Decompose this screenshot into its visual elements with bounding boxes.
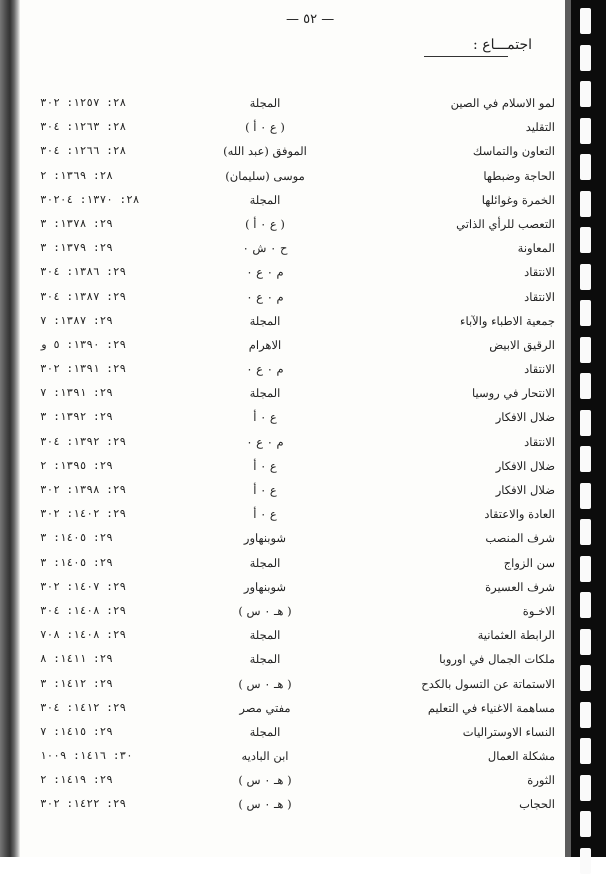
index-row	[40, 286, 555, 310]
source-cell: مفتي مصر	[239, 700, 291, 715]
source-cell: ( ع ٠ أ )	[245, 216, 285, 231]
source-cell: ( هـ ٠ س )	[238, 773, 292, 788]
topic-cell: الانتقاد	[524, 434, 555, 449]
reference-cell: ٢٩: ١٤١٥: ٧	[40, 724, 113, 738]
reference-cell: ٢٩: ١٣٩١: ٧	[40, 386, 113, 400]
film-perforation-strip	[565, 0, 606, 857]
topic-cell: التعصب للرأي الذاتي	[456, 216, 555, 231]
topic-cell: الانتقاد	[524, 265, 555, 280]
reference-cell: ٢٩: ١٤١١: ٨	[40, 652, 113, 666]
topic-cell: التقليد	[525, 120, 555, 135]
index-row	[40, 140, 555, 164]
topic-cell: مساهمة الاغنياء في التعليم	[427, 700, 555, 715]
topic-cell: المعاونة	[517, 241, 555, 256]
source-cell: ع ٠ أ	[253, 410, 277, 425]
reference-cell: ٣٠: ١٤١٦: ١٠٠٩	[40, 749, 133, 763]
perforation-hole	[580, 373, 591, 399]
topic-cell: شرف العسيرة	[485, 579, 555, 594]
perforation-hole	[580, 519, 591, 545]
topic-cell: الثورة	[527, 773, 555, 788]
index-row	[40, 479, 555, 503]
index-list	[40, 92, 555, 818]
perforation-hole	[580, 118, 591, 144]
source-cell: ( هـ ٠ س )	[238, 676, 292, 691]
section-heading: اجتمـــاع :	[473, 37, 532, 53]
topic-cell: ضلال الافكار	[495, 410, 555, 425]
topic-cell: الحاجة وضبطها	[483, 168, 555, 183]
source-cell: المجلة	[249, 386, 281, 401]
source-cell: ( هـ ٠ س )	[238, 603, 292, 618]
reference-cell: ٢٩: ١٣٩١: ٣٠٢	[40, 362, 127, 376]
perforation-hole	[580, 191, 591, 217]
page-number: — ٥٢ —	[286, 12, 335, 27]
source-cell: المجلة	[249, 192, 281, 207]
perforation-hole	[580, 592, 591, 618]
index-row	[40, 624, 555, 648]
index-row	[40, 721, 555, 745]
reference-cell: ٢٩: ١٣٩٢: ٣	[40, 410, 113, 424]
topic-cell: الانتقاد	[524, 362, 555, 377]
reference-cell: ٢٩: ١٣٩٠: ٥ و	[40, 337, 127, 351]
topic-cell: جمعية الاطباء والآباء	[460, 313, 555, 328]
index-row	[40, 213, 555, 237]
index-row	[40, 455, 555, 479]
perforation-hole	[580, 45, 591, 71]
perforation-hole	[580, 81, 591, 107]
source-cell: المجلة	[249, 313, 281, 328]
reference-cell: ٢٩: ١٣٧٩: ٣	[40, 241, 113, 255]
reference-cell: ٢٩: ١٤٠٨: ٣٠٤	[40, 603, 127, 617]
topic-cell: التعاون والتماسك	[472, 144, 555, 159]
perforation-hole	[580, 775, 591, 801]
perforation-hole	[580, 300, 591, 326]
topic-cell: ضلال الافكار	[495, 458, 555, 473]
index-row	[40, 189, 555, 213]
index-row	[40, 406, 555, 430]
source-cell: م ٠ ع ٠	[246, 362, 284, 377]
reference-cell: ٢٩: ١٣٩٨: ٣٠٢	[40, 483, 127, 496]
topic-cell: ملكات الجمال في اوروبا	[439, 652, 555, 667]
source-cell: ع ٠ أ	[253, 483, 277, 497]
topic-cell: الرقيق الابيض	[489, 337, 555, 352]
perforation-hole	[580, 738, 591, 764]
perforation-hole	[580, 264, 591, 290]
perforation-hole	[580, 483, 591, 509]
reference-cell: ٢٩: ١٤١٩: ٢	[40, 773, 113, 787]
perforation-hole	[580, 848, 591, 874]
index-row	[40, 793, 555, 817]
reference-cell: ٢٩: ١٣٨٦: ٣٠٤	[40, 265, 127, 279]
source-cell: المجلة	[249, 555, 281, 570]
perforation-hole	[580, 702, 591, 728]
reference-cell: ٢٩: ١٣٨٧: ٣٠٤	[40, 289, 127, 303]
index-row	[40, 116, 555, 140]
perforation-hole	[580, 227, 591, 253]
perforation-hole	[580, 337, 591, 363]
index-row	[40, 334, 555, 358]
index-row	[40, 745, 555, 769]
topic-cell: الرابطة العثمانية	[477, 628, 555, 643]
index-row	[40, 165, 555, 189]
perforation-hole	[580, 154, 591, 180]
source-cell: ع ٠ أ	[253, 507, 277, 522]
source-cell: م ٠ ع ٠	[246, 434, 284, 449]
index-row	[40, 503, 555, 527]
index-row	[40, 673, 555, 697]
topic-cell: الانتقاد	[524, 289, 555, 304]
topic-cell: شرف المنصب	[485, 531, 555, 546]
index-row	[40, 552, 555, 576]
reference-cell: ٢٩: ١٤٠٧: ٣٠٢	[40, 579, 127, 593]
index-row	[40, 697, 555, 721]
index-row	[40, 600, 555, 624]
index-row	[40, 648, 555, 672]
perforation-hole	[580, 446, 591, 472]
reference-cell: ٢٩: ١٤١٢: ٣	[40, 676, 113, 690]
topic-cell: مشكلة العمال	[487, 749, 555, 764]
source-cell: الاهرام	[248, 337, 282, 352]
reference-cell: ٢٩: ١٣٩٥: ٢	[40, 458, 113, 472]
reference-cell: ٢٩: ١٣٨٧: ٧	[40, 313, 113, 327]
topic-cell: ضلال الافكار	[495, 483, 555, 497]
source-cell: م ٠ ع ٠	[246, 265, 284, 280]
topic-cell: الانتحار في روسيا	[471, 386, 555, 401]
reference-cell: ٢٨: ١٢٦٦: ٣٠٤	[40, 144, 127, 158]
source-cell: المجلة	[249, 96, 281, 110]
source-cell: ع ٠ أ	[253, 458, 277, 473]
source-cell: شوبنهاور	[243, 579, 287, 594]
source-cell: ( هـ ٠ س )	[238, 797, 292, 812]
index-row	[40, 576, 555, 600]
source-cell: ( ع ٠ أ )	[245, 120, 285, 135]
reference-cell: ٢٩: ١٤٠٥: ٣	[40, 531, 113, 545]
index-row	[40, 769, 555, 793]
topic-cell: سن الزواج	[503, 555, 555, 570]
source-cell: ابن الباديه	[241, 749, 289, 764]
topic-cell: لمو الاسلام في الصين	[450, 96, 555, 110]
index-row	[40, 431, 555, 455]
source-cell: الموفق (عبد الله)	[223, 144, 307, 159]
perforation-hole	[580, 665, 591, 691]
topic-cell: الحجاب	[519, 797, 555, 812]
topic-cell: الاستماتة عن التسول بالكدح	[421, 676, 555, 691]
index-row	[40, 382, 555, 406]
reference-cell: ٢٩: ١٤٠٥: ٣	[40, 555, 113, 569]
source-cell: شوبنهاور	[243, 531, 287, 546]
reference-cell: ٢٨: ١٢٥٧: ٣٠٢	[40, 96, 127, 109]
topic-cell: النساء الاوستراليات	[462, 724, 555, 739]
reference-cell: ٢٨: ١٢٦٣: ٣٠٤	[40, 120, 127, 134]
perforation-hole	[580, 410, 591, 436]
topic-cell: الاخـوة	[522, 603, 555, 618]
reference-cell: ٢٩: ١٤٢٢: ٣٠٢	[40, 797, 127, 811]
heading-underline	[424, 56, 508, 57]
perforation-hole	[580, 629, 591, 655]
index-row	[40, 310, 555, 334]
perforation-hole	[580, 811, 591, 837]
source-cell: المجلة	[249, 652, 281, 667]
source-cell: المجلة	[249, 628, 281, 643]
reference-cell: ٢٩: ١٤١٢: ٣٠٤	[40, 700, 127, 714]
source-cell: المجلة	[249, 724, 281, 739]
index-row	[40, 261, 555, 285]
topic-cell: العادة والاعتقاد	[484, 507, 555, 522]
perforation-hole	[580, 8, 591, 34]
source-cell: م ٠ ع ٠	[246, 289, 284, 304]
index-row	[40, 527, 555, 551]
index-row	[40, 358, 555, 382]
reference-cell: ٢٨: ١٣٦٩: ٢	[40, 168, 113, 182]
topic-cell: الخمرة وغوائلها	[481, 192, 555, 207]
source-cell: ح ٠ ش ٠	[242, 241, 288, 256]
index-row	[40, 92, 555, 116]
reference-cell: ٢٩: ١٤٠٨: ٧٠٨	[40, 628, 127, 642]
reference-cell: ٢٩: ١٣٩٢: ٣٠٤	[40, 434, 127, 448]
source-cell: موسى (سليمان)	[225, 168, 305, 183]
reference-cell: ٢٨: ١٣٧٠: ٣٠٢٠٤	[40, 192, 140, 206]
reference-cell: ٢٩: ١٣٧٨: ٣	[40, 216, 113, 230]
binding-shadow	[0, 0, 20, 857]
perforation-hole	[580, 556, 591, 582]
reference-cell: ٢٩: ١٤٠٢: ٣٠٢	[40, 507, 127, 521]
index-row	[40, 237, 555, 261]
